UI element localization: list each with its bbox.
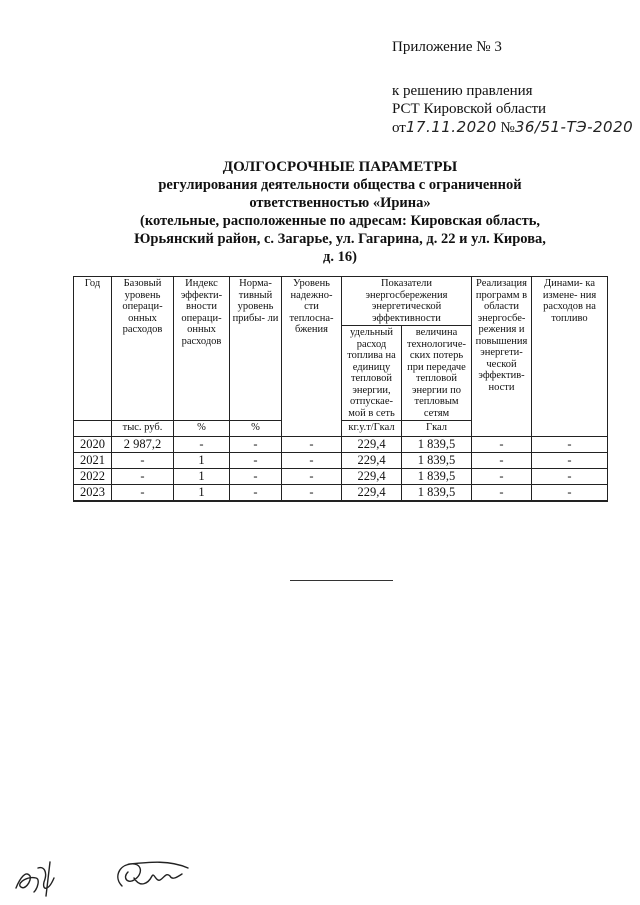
cell-index: 1	[174, 468, 230, 484]
cell-index: -	[174, 436, 230, 452]
table-row	[74, 484, 608, 501]
header-reliability: Уровень надежно- сти теплосна- бжения	[282, 277, 342, 437]
appendix-authority: РСТ Кировской области	[392, 101, 547, 117]
cell-programs: -	[472, 468, 532, 484]
signatures	[10, 848, 210, 900]
appendix-block	[392, 38, 633, 137]
header-energy-group: Показатели энергосбережения энергетической эффективности	[342, 277, 472, 326]
cell-programs: -	[472, 436, 532, 452]
title-main: ДОЛГОСРОЧНЫЕ ПАРАМЕТРЫ	[222, 159, 458, 175]
appendix-decision: к решению правления	[392, 83, 533, 99]
cell-index: 1	[174, 484, 230, 501]
from-prefix: от	[392, 120, 406, 136]
header-base: Базовый уровень операци- онных расходов	[112, 277, 174, 421]
cell-index: 1	[174, 452, 230, 468]
unit-profit: %	[230, 421, 282, 437]
cell-fuel: 229,4	[342, 452, 402, 468]
cell-fuel: 229,4	[342, 484, 402, 501]
title-line-5: Юрьянский район, с. Загарье, ул. Гагарина, д. 22 и ул. Кирова,	[134, 231, 546, 247]
header-dynamics: Динами- ка измене- ния расходов на топливо	[532, 277, 608, 437]
title-line-3: ответственностью «Ирина»	[249, 195, 431, 211]
cell-programs: -	[472, 484, 532, 501]
cell-profit: -	[230, 468, 282, 484]
table-row	[74, 468, 608, 484]
unit-losses: Гкал	[402, 421, 472, 437]
header-year: Год	[74, 277, 112, 421]
unit-base: тыс. руб.	[112, 421, 174, 437]
cell-losses: 1 839,5	[402, 436, 472, 452]
cell-year: 2020	[74, 436, 112, 452]
title-line-6: д. 16)	[323, 249, 357, 265]
number-prefix: №	[500, 120, 515, 136]
separator-line	[290, 580, 393, 581]
cell-dynamics: -	[532, 436, 608, 452]
cell-base: -	[112, 468, 174, 484]
appendix-number: Приложение № 3	[392, 39, 502, 55]
cell-base: -	[112, 484, 174, 501]
cell-dynamics: -	[532, 452, 608, 468]
cell-programs: -	[472, 452, 532, 468]
header-losses: величина технологиче- ских потерь при передаче тепловой энергии по тепловым сетям	[402, 326, 472, 421]
cell-fuel: 229,4	[342, 436, 402, 452]
unit-index: %	[174, 421, 230, 437]
cell-reliability: -	[282, 468, 342, 484]
cell-year: 2022	[74, 468, 112, 484]
cell-reliability: -	[282, 436, 342, 452]
cell-year: 2021	[74, 452, 112, 468]
signature-1	[16, 862, 54, 896]
appendix-date-line	[392, 118, 633, 137]
table-row	[74, 436, 608, 452]
cell-profit: -	[230, 452, 282, 468]
cell-losses: 1 839,5	[402, 484, 472, 501]
cell-dynamics: -	[532, 484, 608, 501]
cell-losses: 1 839,5	[402, 452, 472, 468]
cell-reliability: -	[282, 452, 342, 468]
cell-profit: -	[230, 436, 282, 452]
cell-profit: -	[230, 484, 282, 501]
cell-base: -	[112, 452, 174, 468]
cell-year: 2023	[74, 484, 112, 501]
signature-2	[118, 862, 188, 886]
title-line-4: (котельные, расположенные по адресам: Кировская область,	[140, 213, 540, 229]
header-fuel: удельный расход топлива на единицу тепловой энергии, отпускае- мой в сеть	[342, 326, 402, 421]
parameters-table	[73, 276, 608, 502]
header-index: Индекс эффекти- вности операци- онных расходов	[174, 277, 230, 421]
cell-dynamics: -	[532, 468, 608, 484]
handwritten-number: 36/51-ТЭ-2020	[514, 118, 634, 136]
cell-reliability: -	[282, 484, 342, 501]
header-row-1	[74, 277, 608, 326]
unit-year	[74, 421, 112, 437]
cell-base: 2 987,2	[112, 436, 174, 452]
table-row	[74, 452, 608, 468]
document-title	[80, 158, 600, 266]
unit-fuel: кг.у.т/Гкал	[342, 421, 402, 437]
title-line-2: регулирования деятельности общества с ограниченной	[158, 177, 522, 193]
cell-losses: 1 839,5	[402, 468, 472, 484]
header-profit: Норма- тивный уровень прибы- ли	[230, 277, 282, 421]
header-programs: Реализация программ в области энергосбе- режения и повышения энергети- ческой эффектив- ности	[472, 277, 532, 437]
handwritten-date: 17.11.2020	[405, 118, 497, 136]
cell-fuel: 229,4	[342, 468, 402, 484]
